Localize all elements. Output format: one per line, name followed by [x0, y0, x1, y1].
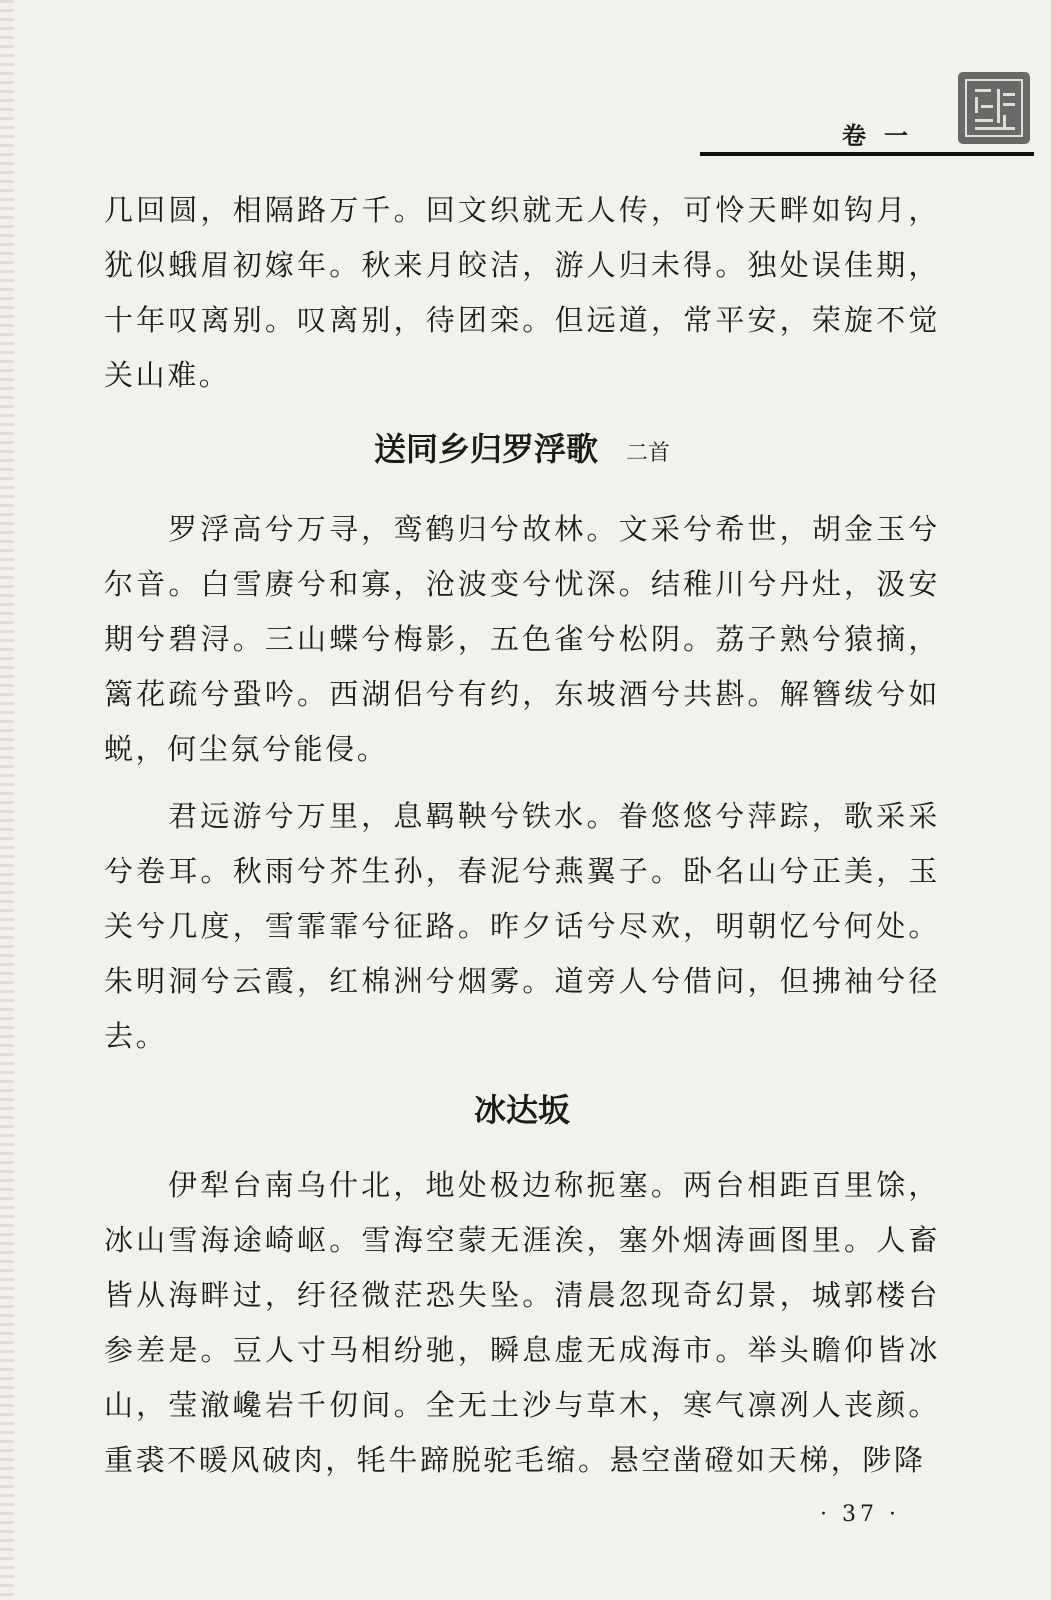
continued-paragraph: 几回圆，相隔路万千。回文织就无人传，可怜天畔如钩月，犹似蛾眉初嫁年。秋来月皎洁，游人归未得。独处误佳期，十年叹离别。叹离别，待团栾。但远道，常平安，荣旋不觉关山难。 — [104, 193, 940, 392]
volume-label: 卷一 — [842, 122, 926, 150]
page-body — [104, 183, 940, 1488]
poem-title — [104, 1090, 940, 1130]
page-binding-edge — [0, 0, 14, 1600]
poem-paragraph: 伊犁台南乌什北，地处极边称扼塞。两台相距百里馀，冰山雪海途崎岖。雪海空蒙无涯涘，塞外烟涛画图里。人畜皆从海畔过，纡径微茫恐失坠。清晨忽现奇幻景，城郭楼台参差是。豆人寸马相纷驰，瞬息虚无成海市。举头瞻仰皆冰山，莹澈巉岩千仞间。全无土沙与草木，寒气凛冽人丧颜。重裘不暖风破肉，牦牛蹄脱驼毛缩。悬空凿磴如天梯，陟降 — [104, 1168, 940, 1477]
poem-paragraph: 罗浮高兮万寻，鸾鹤归兮故林。文采兮希世，胡金玉兮尔音。白雪赓兮和寡，沧波变兮忧深。结稚川兮丹灶，汲安期兮碧浔。三山蝶兮梅影，五色雀兮松阴。荔子熟兮猿摘，篱花疏兮蛩吟。西湖侣兮有约，东坡酒兮共斟。解簪绂兮如蜕，何尘氛兮能侵。 — [104, 512, 940, 766]
poem-title-text: 送同乡归罗浮歌 — [373, 430, 598, 468]
poem-paragraph: 君远游兮万里，息羁鞅兮铁水。眷悠悠兮萍踪，歌采采兮卷耳。秋雨兮芥生孙，春泥兮燕翼子。卧名山兮正美，玉关兮几度，雪霏霏兮征路。昨夕话兮尽欢，明朝忆兮何处。朱明洞兮云霞，红棉洲兮烟雾。道旁人兮借问，但拂袖兮径去。 — [104, 799, 940, 1053]
header-rule — [700, 152, 1034, 156]
poem-title-text: 冰达坂 — [473, 1091, 570, 1129]
page-number: · 37 · — [820, 1502, 900, 1527]
running-header — [700, 108, 1034, 158]
poem-title-note: 二首 — [626, 441, 671, 466]
poem-title — [104, 429, 940, 474]
